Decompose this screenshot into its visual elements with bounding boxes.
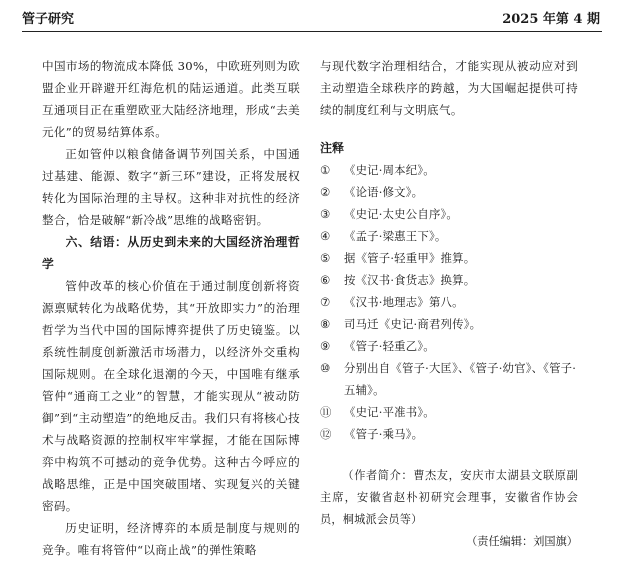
responsible-editor: （责任编辑：刘国旗）: [466, 535, 578, 548]
note-number: ⑨: [320, 339, 331, 353]
note-text: 《管子·轻重乙》。: [344, 339, 435, 353]
note-number: ④: [320, 229, 331, 243]
body-paragraph: 正如管仲以粮食储备调节列国关系，中国通过基建、能源、数字“新三环”建设，正将发展权转化为国际治理的主导权。这种非对抗性的经济整合，恰是破解“新冷战”思维的战略密钥。: [42, 147, 300, 227]
note-text: 据《管子·轻重甲》推算。: [344, 251, 476, 265]
issue-number: 2025 年第 4 期: [502, 12, 600, 27]
body-paragraph: 与现代数字治理相结合，才能实现从被动应对到主动塑造全球秩序的跨越，为大国崛起提供可持续的制度红利与文明底气。: [320, 59, 578, 117]
journal-name: 管子研究: [22, 12, 75, 27]
author-bio: （作者简介：曹杰友，安庆市太湖县文联原副主席，安徽省赵朴初研究会理事，安徽省作协会员，桐城派会员等）: [320, 469, 578, 526]
section-heading: 六、结语：从历史到未来的大国经济治理哲学: [42, 235, 300, 271]
note-item: [320, 291, 578, 313]
note-item: [320, 203, 578, 225]
note-item: [320, 423, 578, 445]
note-text: 司马迁《史记·商君列传》。: [344, 317, 482, 331]
note-item: [320, 335, 578, 357]
body-paragraph: 管仲改革的核心价值在于通过制度创新将资源禀赋转化为战略优势，其“开放即实力”的治理哲学为当代中国的国际博弈提供了历史镜鉴。以系统性制度创新激活市场潜力，以经济外交重构国际规则。在全球化退潮的今天，中国唯有继承管仲“通商工之业”的智慧，才能实现从“被动防御”到“主动塑造”的绝地反击。我们只有将核心技术与战略资源的控制权牢牢掌握，才能在国际博弈中构筑不可撼动的竞争优势。这种古今呼应的战略思维，正是中国突破围堵、实现复兴的关键密码。: [42, 279, 300, 513]
note-item: [320, 357, 578, 401]
note-text: 《汉书·地理志》第八。: [344, 295, 464, 309]
note-number: ②: [320, 185, 331, 199]
note-number: ⑤: [320, 251, 331, 265]
header-divider: [22, 31, 602, 32]
note-text: 《孟子·梁惠王下》。: [344, 229, 447, 243]
note-item: [320, 159, 578, 181]
note-item: [320, 225, 578, 247]
note-text: 《史记·周本纪》。: [344, 163, 435, 177]
note-text: 《史记·太史公自序》。: [344, 207, 459, 221]
note-item: [320, 181, 578, 203]
note-number: ⑥: [320, 273, 331, 287]
note-number: ③: [320, 207, 331, 221]
left-column: [42, 55, 300, 561]
note-text: 《论语·修文》。: [344, 185, 424, 199]
note-item: [320, 401, 578, 423]
note-text: 分别出自《管子·大匡》、《管子·幼官》、《管子·五辅》。: [344, 361, 577, 397]
note-item: [320, 269, 578, 291]
body-paragraph: 历史证明，经济博弈的本质是制度与规则的竞争。唯有将管仲“以商止战”的弹性策略: [42, 521, 300, 557]
note-number: ⑪: [320, 405, 332, 419]
note-number: ⑩: [320, 361, 331, 375]
note-number: ①: [320, 163, 331, 177]
notes-title: 注释: [320, 141, 345, 155]
note-text: 按《汉书·食货志》换算。: [344, 273, 476, 287]
note-text: 《管子·乘马》。: [344, 427, 424, 441]
note-number: ⑦: [320, 295, 331, 309]
note-item: [320, 247, 578, 269]
right-column: [320, 55, 578, 553]
note-text: 《史记·平准书》。: [344, 405, 435, 419]
note-number: ⑧: [320, 317, 331, 331]
note-item: [320, 313, 578, 335]
note-number: ⑫: [320, 427, 332, 441]
notes-list: [320, 159, 578, 445]
body-paragraph: 中国市场的物流成本降低 30%，中欧班列则为欧盟企业开辟避开红海危机的陆运通道。此类互联互通项目正在重塑欧亚大陆经济地理，形成“去美元化”的贸易结算体系。: [42, 59, 300, 139]
